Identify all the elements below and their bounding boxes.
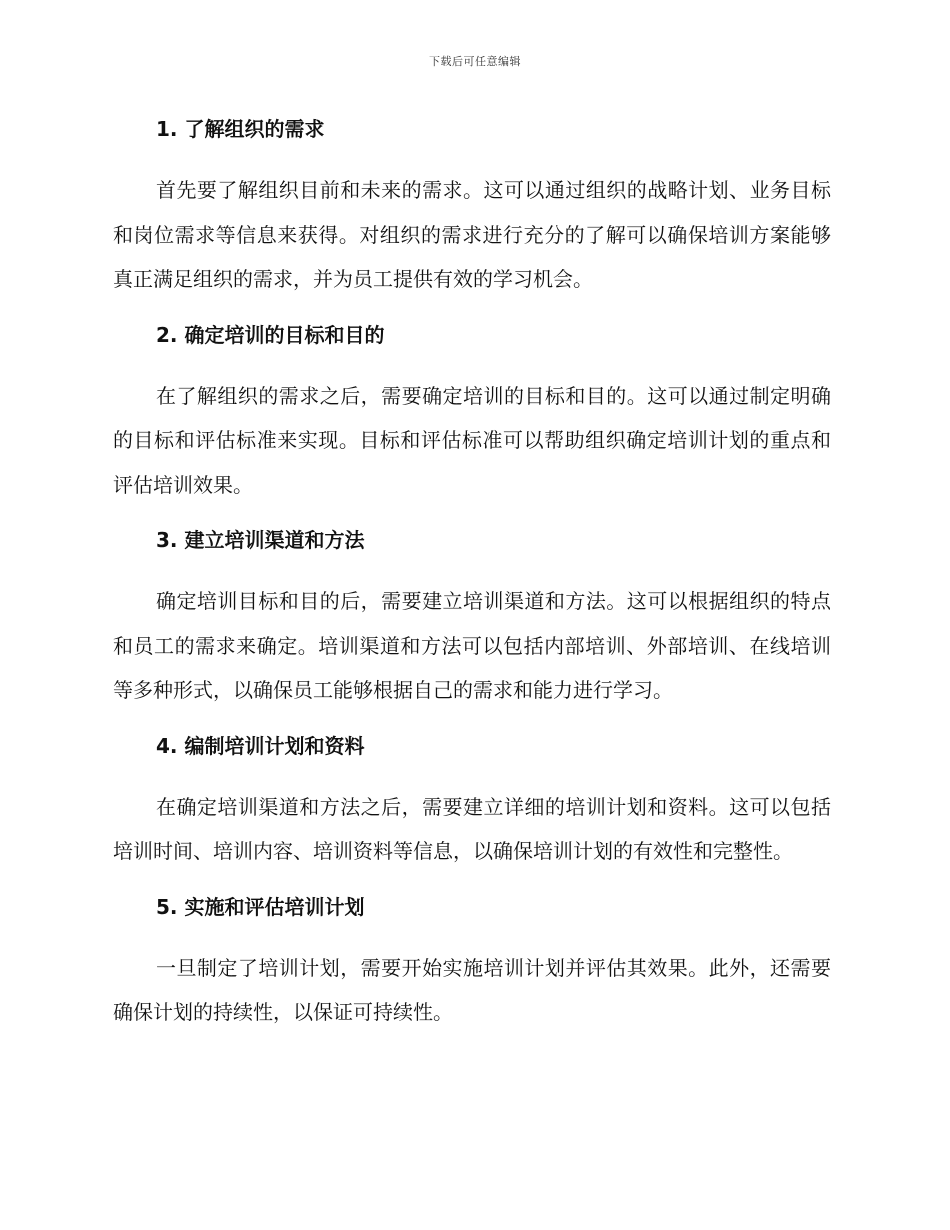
section-1 xyxy=(113,110,831,302)
section-5 xyxy=(113,888,831,1035)
section-2 xyxy=(113,316,831,508)
section-heading: 5. 实施和评估培训计划 xyxy=(156,894,365,919)
section-heading: 2. 确定培训的目标和目的 xyxy=(156,322,385,347)
section-3 xyxy=(113,521,831,713)
section-4 xyxy=(113,727,831,874)
section-heading: 1. 了解组织的需求 xyxy=(156,117,325,141)
section-body: 在了解组织的需求之后，需要确定培训的目标和目的。这可以通过制定明确的目标和评估标准来实现。目标和评估标准可以帮助组织确定培训计划的重点和评估培训效果。 xyxy=(113,383,831,497)
section-body: 在确定培训渠道和方法之后，需要建立详细的培训计划和资料。这可以包括培训时间、培训内容、培训资料等信息，以确保培训计划的有效性和完整性。 xyxy=(113,794,831,863)
section-body: 一旦制定了培训计划，需要开始实施培训计划并评估其效果。此外，还需要确保计划的持续性，以保证可持续性。 xyxy=(113,955,831,1024)
section-heading: 3. 建立培训渠道和方法 xyxy=(156,528,365,552)
header-note: 下载后可任意编辑 xyxy=(429,55,521,68)
section-heading: 4. 编制培训计划和资料 xyxy=(156,733,365,758)
document-content xyxy=(113,110,831,1049)
section-body: 首先要了解组织目前和未来的需求。这可以通过组织的战略计划、业务目标和岗位需求等信息来获得。对组织的需求进行充分的了解可以确保培训方案能够真正满足组织的需求，并为员工提供有效的学习机会。 xyxy=(113,178,831,291)
section-body: 确定培训目标和目的后，需要建立培训渠道和方法。这可以根据组织的特点和员工的需求来确定。培训渠道和方法可以包括内部培训、外部培训、在线培训等多种形式，以确保员工能够根据自己的需求和能力进行学习。 xyxy=(113,589,831,702)
